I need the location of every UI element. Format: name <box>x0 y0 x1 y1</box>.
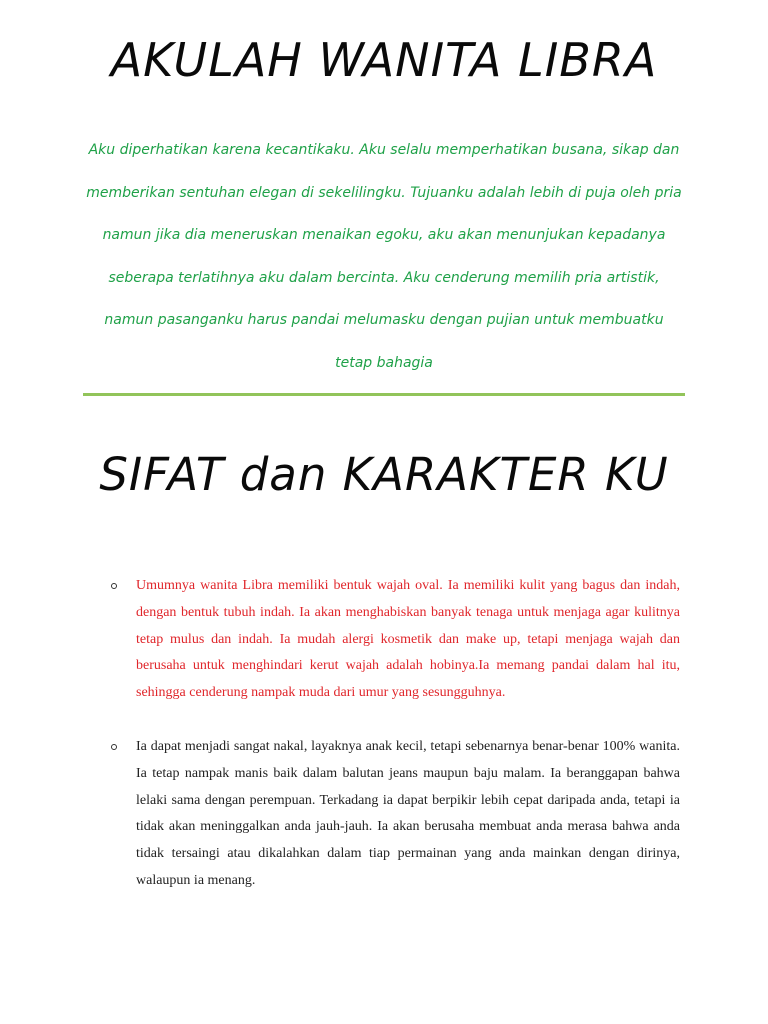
circle-bullet-icon <box>111 744 117 750</box>
list-item <box>111 573 680 707</box>
horizontal-divider <box>83 393 685 396</box>
intro-paragraph: Aku diperhatikan karena kecantikaku. Aku selalu memperhatikan busana, sikap dan memberikan sentuhan elegan di sekelilingku. Tujuanku adalah lebih di puja oleh pria namun jika dia meneruskan menaikan egoku, aku akan menunjukan kepadanya seberapa terlatihnya aku dalam bercinta. Aku cenderung memilih pria artistik, namun pasanganku harus pandai melumasku dengan pujian untuk membuatku tetap bahagia <box>86 142 682 371</box>
circle-bullet-icon <box>111 583 117 589</box>
traits-list <box>111 573 680 895</box>
list-item <box>111 734 680 895</box>
list-item-text: Umumnya wanita Libra memiliki bentuk wajah oval. Ia memiliki kulit yang bagus dan indah, dengan bentuk tubuh indah. Ia akan menghabiskan banyak tenaga untuk menjaga agar kulitnya tetap mulus dan indah. Ia mudah alergi kosmetik dan make up, tetapi menjaga wajah dan berusaha untuk menghindari kerut wajah adalah hobinya.Ia memang pandai dalam hal itu, sehingga cenderung nampak muda dari umur yang sesungguhnya. <box>136 578 680 701</box>
list-item-text: Ia dapat menjadi sangat nakal, layaknya anak kecil, tetapi sebenarnya benar-benar 100% wanita. Ia tetap nampak manis baik dalam balutan jeans maupun baju malam. Ia beranggapan bahwa lelaki sama dengan perempuan. Terkadang ia dapat berpikir lebih cepat daripada anda, tetapi ia tidak akan meninggalkan anda jauh-jauh. Ia akan berusaha membuat anda merasa bahwa anda tidak tersaingi atau dikalahkan dalam tiap permainan yang anda mainkan dengan dirinya, walaupun ia menang. <box>136 738 680 888</box>
page-title: AKULAH WANITA LIBRA <box>110 33 658 87</box>
section-title: SIFAT dan KARAKTER KU <box>99 448 669 501</box>
